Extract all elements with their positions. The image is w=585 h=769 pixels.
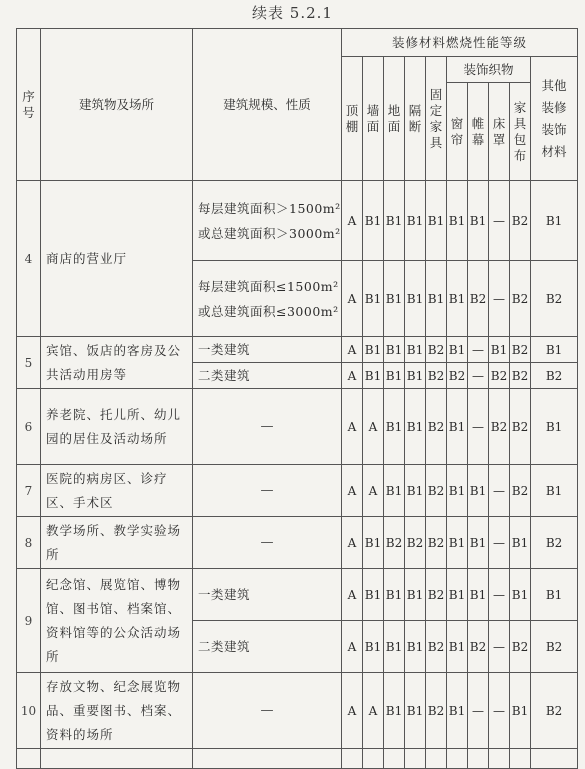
grade-cell: A bbox=[363, 465, 384, 517]
scale-cell: 每层建筑面积≤1500m²或总建筑面积≤3000m² bbox=[193, 261, 342, 337]
scale-cell: — bbox=[193, 673, 342, 749]
header-partition: 隔断 bbox=[405, 57, 426, 181]
grade-cell: B2 bbox=[510, 389, 531, 465]
grade-cell: B1 bbox=[447, 569, 468, 621]
grade-cell: B2 bbox=[510, 337, 531, 363]
grade-cell: B2 bbox=[468, 621, 489, 673]
grade-cell: B1 bbox=[384, 337, 405, 363]
scale-cell bbox=[193, 749, 342, 769]
grade-cell: B2 bbox=[510, 261, 531, 337]
grade-cell: B1 bbox=[510, 517, 531, 569]
row-number bbox=[17, 749, 41, 769]
scale-cell: — bbox=[193, 465, 342, 517]
grade-cell: B2 bbox=[510, 363, 531, 389]
grade-cell: — bbox=[489, 621, 510, 673]
place-cell: 医院的病房区、诊疗区、手术区 bbox=[41, 465, 193, 517]
grade-cell: B2 bbox=[426, 337, 447, 363]
header-textile-group: 装饰织物 bbox=[447, 57, 531, 83]
grade-cell: B1 bbox=[531, 569, 578, 621]
grade-cell: B2 bbox=[510, 465, 531, 517]
grade-cell: B1 bbox=[384, 569, 405, 621]
scale-cell: 一类建筑 bbox=[193, 337, 342, 363]
grade-cell: B2 bbox=[468, 261, 489, 337]
row-number: 5 bbox=[17, 337, 41, 389]
grade-cell: B1 bbox=[447, 337, 468, 363]
grade-cell: B1 bbox=[447, 621, 468, 673]
place-cell: 存放文物、纪念展览物品、重要图书、档案、资料的场所 bbox=[41, 673, 193, 749]
grade-cell: B1 bbox=[426, 181, 447, 261]
grade-cell: B1 bbox=[447, 465, 468, 517]
row-number: 8 bbox=[17, 517, 41, 569]
grade-cell: A bbox=[363, 673, 384, 749]
grade-cell: B1 bbox=[468, 465, 489, 517]
place-cell: 纪念馆、展览馆、博物馆、图书馆、档案馆、资料馆等的公众活动场所 bbox=[41, 569, 193, 673]
grade-cell: B1 bbox=[510, 569, 531, 621]
grade-cell: B2 bbox=[426, 673, 447, 749]
grade-cell: B1 bbox=[363, 261, 384, 337]
header-drape: 帷幕 bbox=[468, 83, 489, 181]
header-furniture-cover: 家具包布 bbox=[510, 83, 531, 181]
grade-cell: B1 bbox=[384, 621, 405, 673]
grade-cell: B1 bbox=[405, 673, 426, 749]
grade-cell: B2 bbox=[426, 621, 447, 673]
place-cell: 商店的营业厅 bbox=[41, 181, 193, 337]
grade-cell: A bbox=[342, 181, 363, 261]
grade-cell: B2 bbox=[489, 363, 510, 389]
scale-cell: — bbox=[193, 517, 342, 569]
grade-cell: A bbox=[342, 465, 363, 517]
grade-cell: B1 bbox=[447, 181, 468, 261]
grade-cell: B1 bbox=[384, 673, 405, 749]
grade-cell: B2 bbox=[531, 363, 578, 389]
header-scale: 建筑规模、性质 bbox=[193, 29, 342, 181]
grade-cell: A bbox=[342, 517, 363, 569]
grade-cell: B1 bbox=[447, 389, 468, 465]
grade-cell: B1 bbox=[363, 337, 384, 363]
header-fixed-furniture: 固定家具 bbox=[426, 57, 447, 181]
grade-cell: A bbox=[363, 389, 384, 465]
place-cell: 宾馆、饭店的客房及公共活动用房等 bbox=[41, 337, 193, 389]
grade-cell: — bbox=[489, 261, 510, 337]
grade-cell: — bbox=[489, 517, 510, 569]
grade-cell: B2 bbox=[489, 389, 510, 465]
row-number: 10 bbox=[17, 673, 41, 749]
grade-cell: B1 bbox=[468, 517, 489, 569]
grade-cell: A bbox=[342, 673, 363, 749]
grade-cell: B2 bbox=[510, 181, 531, 261]
grade-cell: B2 bbox=[384, 517, 405, 569]
grade-cell: B2 bbox=[510, 621, 531, 673]
grade-cell: B1 bbox=[384, 261, 405, 337]
scale-cell: 二类建筑 bbox=[193, 621, 342, 673]
grade-cell: B1 bbox=[405, 389, 426, 465]
scale-cell: — bbox=[193, 389, 342, 465]
grade-cell: B1 bbox=[363, 181, 384, 261]
grade-cell: A bbox=[342, 389, 363, 465]
grade-cell: B1 bbox=[447, 517, 468, 569]
grade-cell: B1 bbox=[405, 337, 426, 363]
grade-cell: — bbox=[468, 673, 489, 749]
grade-cell: B2 bbox=[426, 517, 447, 569]
table-caption: 续表 5.2.1 bbox=[252, 4, 333, 22]
header-seq: 序号 bbox=[17, 29, 41, 181]
grade-cell: A bbox=[342, 337, 363, 363]
grade-cell: B1 bbox=[363, 363, 384, 389]
grade-cell: B1 bbox=[405, 465, 426, 517]
grade-cell: B1 bbox=[384, 389, 405, 465]
scale-cell: 二类建筑 bbox=[193, 363, 342, 389]
grade-cell: B1 bbox=[531, 389, 578, 465]
header-grade-group: 装修材料燃烧性能等级 bbox=[342, 29, 578, 57]
grade-cell: — bbox=[489, 181, 510, 261]
grade-cell: B1 bbox=[363, 517, 384, 569]
grade-cell: B2 bbox=[447, 363, 468, 389]
row-number: 7 bbox=[17, 465, 41, 517]
header-bedcover: 床罩 bbox=[489, 83, 510, 181]
grade-cell: — bbox=[489, 569, 510, 621]
grade-cell: B1 bbox=[468, 569, 489, 621]
grade-cell: B2 bbox=[531, 517, 578, 569]
grade-cell: — bbox=[489, 673, 510, 749]
header-other: 其他装修装饰材料 bbox=[531, 57, 578, 181]
grade-cell: B1 bbox=[405, 621, 426, 673]
grade-cell: B2 bbox=[426, 569, 447, 621]
grade-cell: A bbox=[342, 363, 363, 389]
grade-cell: — bbox=[468, 389, 489, 465]
scale-cell: 每层建筑面积＞1500m²或总建筑面积＞3000m² bbox=[193, 181, 342, 261]
grade-cell: B2 bbox=[405, 517, 426, 569]
grade-cell: B2 bbox=[531, 261, 578, 337]
grade-cell: B1 bbox=[531, 465, 578, 517]
grade-cell: B2 bbox=[426, 465, 447, 517]
row-number: 6 bbox=[17, 389, 41, 465]
grade-cell: B2 bbox=[426, 389, 447, 465]
place-cell: 养老院、托儿所、幼儿园的居住及活动场所 bbox=[41, 389, 193, 465]
grade-cell: — bbox=[468, 363, 489, 389]
row-number: 9 bbox=[17, 569, 41, 673]
grade-cell: B1 bbox=[447, 673, 468, 749]
grade-cell: B1 bbox=[531, 181, 578, 261]
grade-cell: B1 bbox=[447, 261, 468, 337]
header-floor: 地面 bbox=[384, 57, 405, 181]
header-ceiling: 顶棚 bbox=[342, 57, 363, 181]
grade-cell: A bbox=[342, 261, 363, 337]
grade-cell: A bbox=[342, 621, 363, 673]
header-curtain: 窗帘 bbox=[447, 83, 468, 181]
grade-cell: B1 bbox=[363, 569, 384, 621]
grade-cell: — bbox=[489, 465, 510, 517]
grade-cell: — bbox=[468, 337, 489, 363]
grade-cell: B1 bbox=[468, 181, 489, 261]
grade-cell: B1 bbox=[405, 363, 426, 389]
grade-cell: B1 bbox=[426, 261, 447, 337]
grade-cell: B1 bbox=[531, 337, 578, 363]
grade-cell: B1 bbox=[384, 465, 405, 517]
grade-cell: B2 bbox=[531, 673, 578, 749]
grade-cell: B1 bbox=[405, 261, 426, 337]
row-number: 4 bbox=[17, 181, 41, 337]
scale-cell: 一类建筑 bbox=[193, 569, 342, 621]
grade-cell: B2 bbox=[426, 363, 447, 389]
grade-cell: A bbox=[342, 569, 363, 621]
grade-cell: B1 bbox=[405, 569, 426, 621]
grade-cell: B1 bbox=[510, 673, 531, 749]
fire-rating-table bbox=[16, 28, 578, 769]
grade-cell: B1 bbox=[384, 363, 405, 389]
grade-cell: B1 bbox=[384, 181, 405, 261]
place-cell bbox=[41, 749, 193, 769]
grade-cell: B2 bbox=[531, 621, 578, 673]
grade-cell: B1 bbox=[489, 337, 510, 363]
grade-cell: B1 bbox=[405, 181, 426, 261]
header-wall: 墙面 bbox=[363, 57, 384, 181]
place-cell: 教学场所、教学实验场所 bbox=[41, 517, 193, 569]
header-place: 建筑物及场所 bbox=[41, 29, 193, 181]
grade-cell: B1 bbox=[363, 621, 384, 673]
